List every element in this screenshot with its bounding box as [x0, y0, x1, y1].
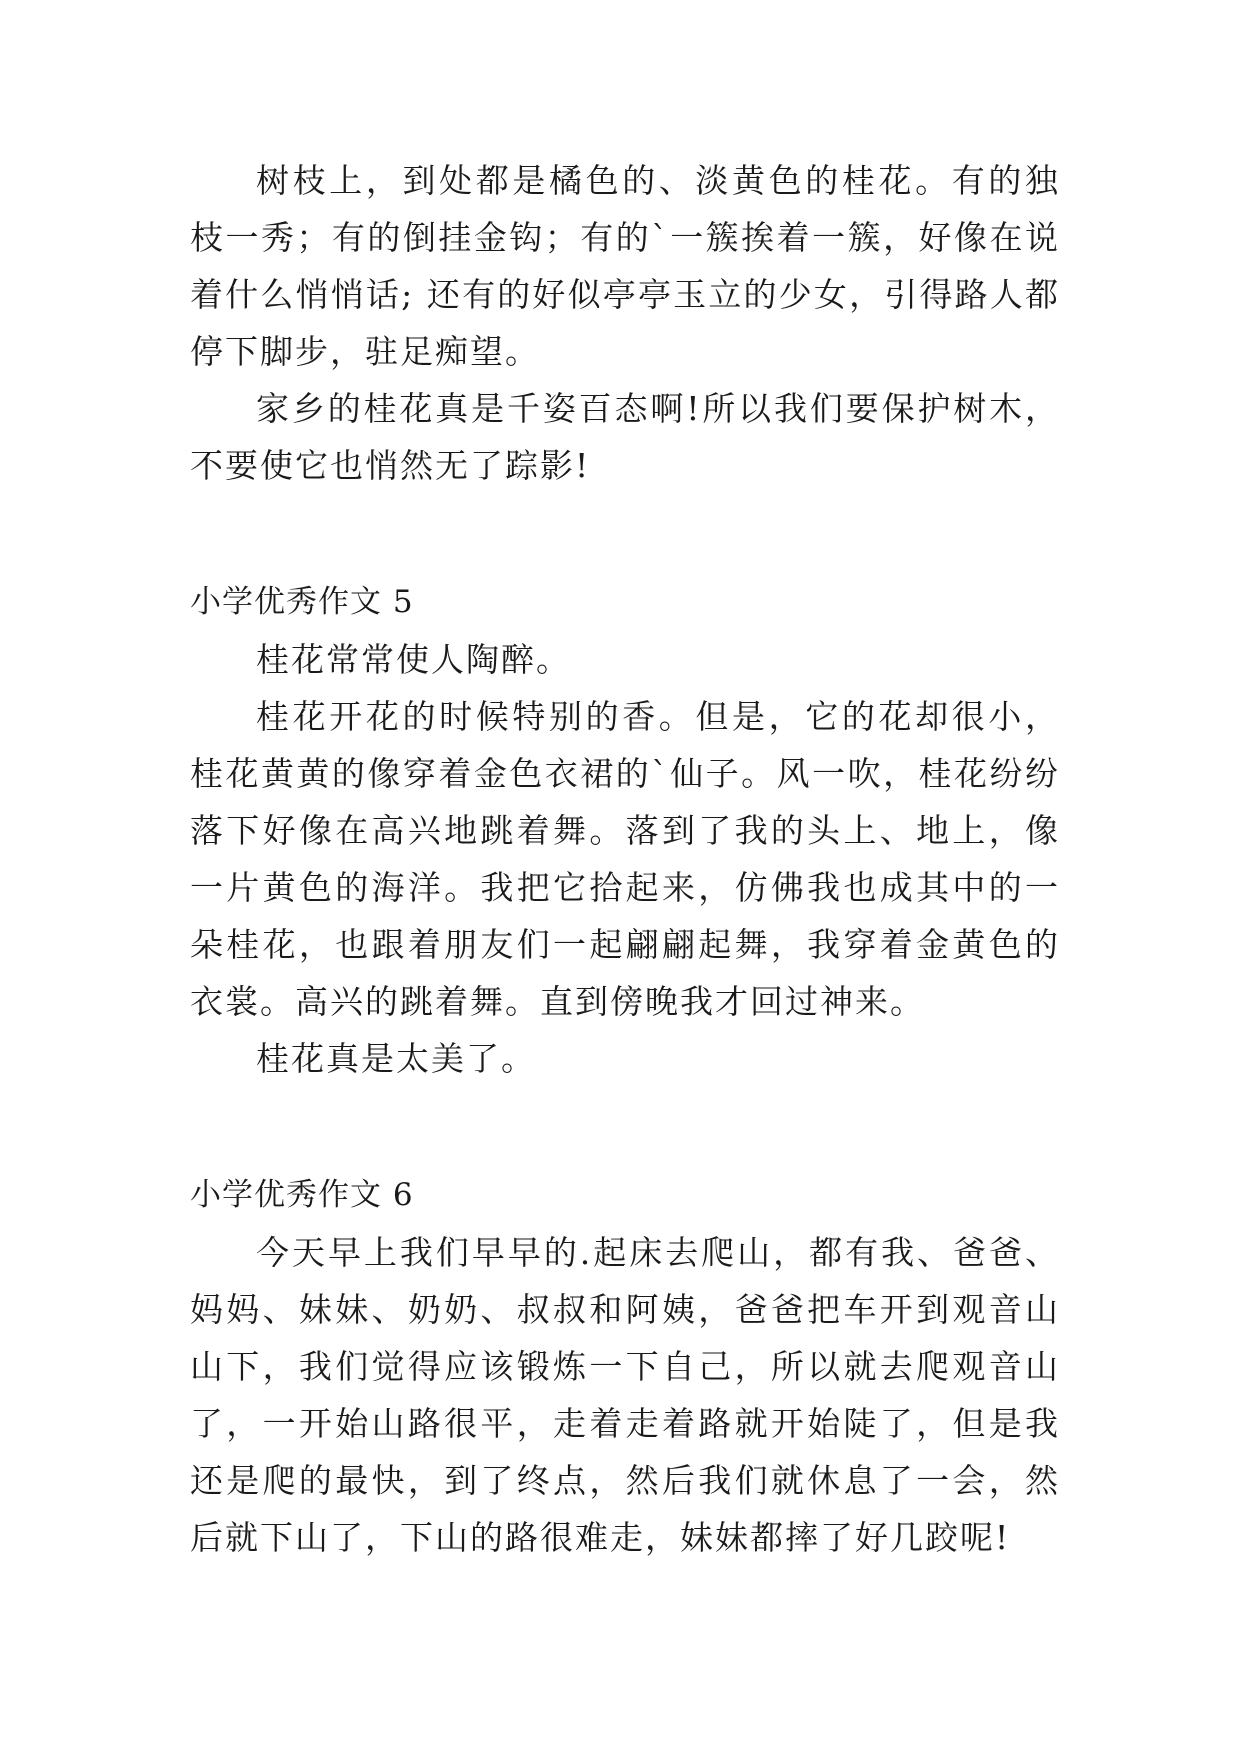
essay-6-heading: 小学优秀作文 6 — [190, 1177, 414, 1213]
essay-5-heading: 小学优秀作文 5 — [190, 584, 414, 620]
essay-5-paragraph-1: 桂花常常使人陶醉。 — [256, 640, 571, 679]
essay-6-paragraph-1: 今天早上我们早早的.起床去爬山，都有我、爸爸、妈妈、妹妹、奶奶、叔叔和阿姨，爸爸把车开到观音山山下，我们觉得应该锻炼一下自己，所以就去爬观音山了，一开始山路很平，走着走着路就开始陡了，但是我还是爬的最快，到了终点，然后我们就休息了一会，然后就下山了，下山的路很难走，妹妹都摔了好几跤呢! — [190, 1233, 1060, 1557]
document-body — [190, 152, 1060, 1566]
essay-5-paragraph-3: 桂花真是太美了。 — [256, 1039, 536, 1078]
essay-5-paragraph-2: 桂花开花的时候特别的香。但是，它的花却很小，桂花黄黄的像穿着金色衣裙的`仙子。风一吹，桂花纷纷落下好像在高兴地跳着舞。落到了我的头上、地上，像一片黄色的海洋。我把它拾起来，仿佛我也成其中的一朵桂花，也跟着朋友们一起翩翩起舞，我穿着金黄色的衣裳。高兴的跳着舞。直到傍晚我才回过神来。 — [190, 697, 1060, 1021]
paragraph-osmanthus-branches: 树枝上，到处都是橘色的、淡黄色的桂花。有的独枝一秀；有的倒挂金钩；有的`一簇挨着一簇，好像在说着什么悄悄话; 还有的好似亭亭玉立的少女，引得路人都停下脚步，驻足痴望。 — [190, 161, 1060, 371]
paragraph-hometown-osmanthus: 家乡的桂花真是千姿百态啊!所以我们要保护树木，不要使它也悄然无了踪影! — [190, 389, 1060, 485]
